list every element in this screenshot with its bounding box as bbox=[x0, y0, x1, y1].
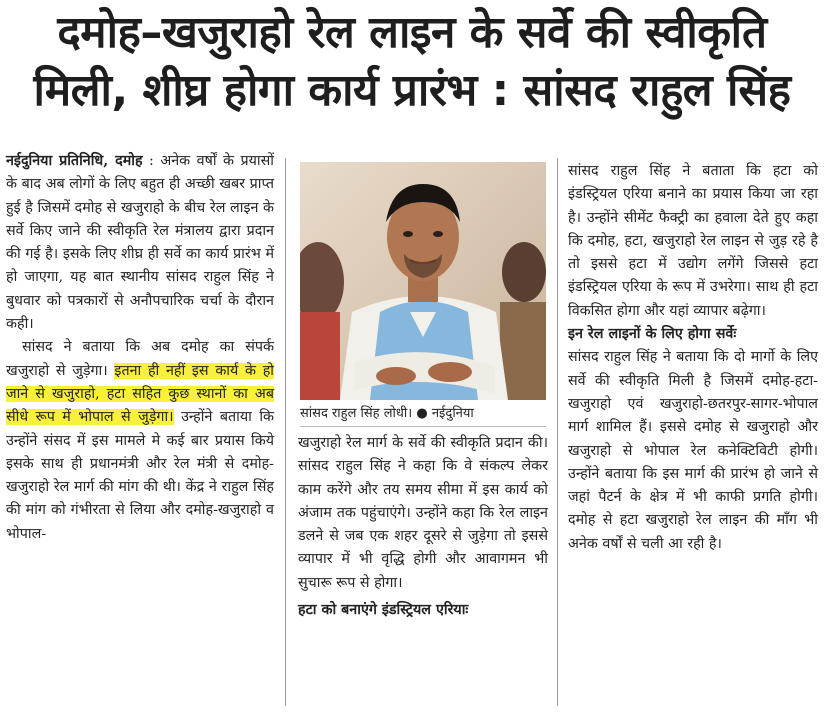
column1-paragraph-1 bbox=[6, 150, 274, 336]
headline-line-2: मिली, शीघ्र होगा कार्य प्रारंभ : सांसद राहुल सिंह bbox=[33, 65, 791, 116]
article-column-2 bbox=[298, 432, 548, 622]
portrait-image bbox=[300, 162, 546, 400]
column1-para2-start: सांसद ने बताया कि अब दमोह का संपर्क खजुराहो से जुड़ेगा। bbox=[6, 339, 274, 379]
column1-para1-text: : अनेक वर्षों के प्रयासों के बाद अब लोगों के लिए बहुत ही अच्छी खबर प्राप्त हुई है जिसमें दमोह से खजुराहो के बीच रेल लाइन के सर्वे किए जाने की स्वीकृति रेल मंत्रालय द्वारा प्रदान की गई है। इसके लिए शीघ्र ही सर्वे का कार्य प्रारंभ में हो जाएगा, यह बात स्थानीय सांसद राहुल सिंह ने बुधवार को पत्रकारों से अनौपचारिक चर्चा के दौरान कही। bbox=[6, 153, 274, 333]
caption-bullet-icon: ● bbox=[416, 406, 428, 421]
column-divider-1 bbox=[285, 158, 286, 706]
column3-subhead: इन रेल लाइनों के लिए होगा सर्वेः bbox=[568, 326, 737, 343]
caption-text: सांसद राहुल सिंह लोधी। bbox=[300, 406, 413, 421]
headline-line-1: दमोह–खजुराहो रेल लाइन के सर्वे की स्वीकृति bbox=[57, 7, 767, 58]
column3-paragraph-1: सांसद राहुल सिंह ने बताता कि हटा को इंडस्ट्रियल एरिया बनाने का प्रयास किया जा रहा है। उन्होंने सीमेंट फैक्ट्री का हवाला देते हुए कहा कि दमोह, हटा, खजुराहो रेल लाइन से जुड़ रहे है तो इससे हटा में उद्योग लगेंगे जिससे हटा इंडस्ट्रियल एरिया के रूप में उभरेगा। साथ ही हटा विकसित होगा और यहां व्यापार बढ़ेगा। bbox=[568, 163, 818, 319]
article-column-1 bbox=[6, 150, 274, 546]
photo-caption bbox=[300, 404, 546, 424]
article-column-3 bbox=[568, 160, 818, 556]
dateline: नईदुनिया प्रतिनिधि, दमोह bbox=[6, 153, 143, 169]
column2-subhead: हटा को बनाएंगे इंडस्ट्रियल एरियाः bbox=[298, 602, 469, 619]
column1-paragraph-2 bbox=[6, 336, 274, 546]
column3-paragraph-2: सांसद राहुल सिंह ने बताया कि दो मार्गो के लिए सर्वे की स्वीकृति मिली है जिसमें दमोह-हटा-खजुराहो एवं खजुराहो-छतरपुर-सागर-भोपाल मार्ग शामिल हैं। इससे दमोह से खजुराहो और खजुराहो से भोपाल रेल कनेक्टिविटी होगी। उन्होंने बताया कि इस मार्ग की प्रारंभ हो जाने से जहां पैटर्न के क्षेत्र में भी काफी प्रगति होगी। दमोह से हटा खजुराहो रेल लाइन की माँग भी अनेक वर्षों से चली आ रही है। bbox=[568, 349, 818, 552]
column1-para2-end: उन्होंने बताया कि उन्होंने संसद में इस मामले मे कई बार प्रयास किये इसके साथ ही प्रधानमंत्री और रेल मंत्री से दमोह-खजुराहो रेल मार्ग की मांग की थी। केंद्र ने राहुल सिंह की मांग को गंभीरता से लिया और दमोह-खजुराहो व भोपाल- bbox=[6, 409, 275, 542]
article-photo bbox=[300, 162, 546, 400]
caption-rule bbox=[300, 426, 546, 427]
highlighted-text: इतना ही नहीं इस कार्य के हो जाने से खजुराहो, हटा सहित कुछ स्थानों का अब सीधे रूप में भोपाल से जुड़ेगा। bbox=[6, 362, 275, 426]
caption-credit: नईदुनिया bbox=[431, 406, 474, 421]
column-divider-2 bbox=[557, 158, 558, 706]
column2-paragraph-1: खजुराहो रेल मार्ग के सर्वे की स्वीकृति प्रदान की। सांसद राहुल सिंह ने कहा कि वे संकल्प लेकर काम करेंगे और तय समय सीमा में इस कार्य को अंजाम तक पहुंचाएंगे। उन्होंने कहा कि रेल लाइन डलने से जब एक शहर दूसरे से जुड़ेगा तो इससे व्यापार में भी वृद्धि होगी और आवागमन भी सुचारू रूप से होगा। bbox=[298, 435, 548, 591]
headline bbox=[0, 4, 824, 120]
